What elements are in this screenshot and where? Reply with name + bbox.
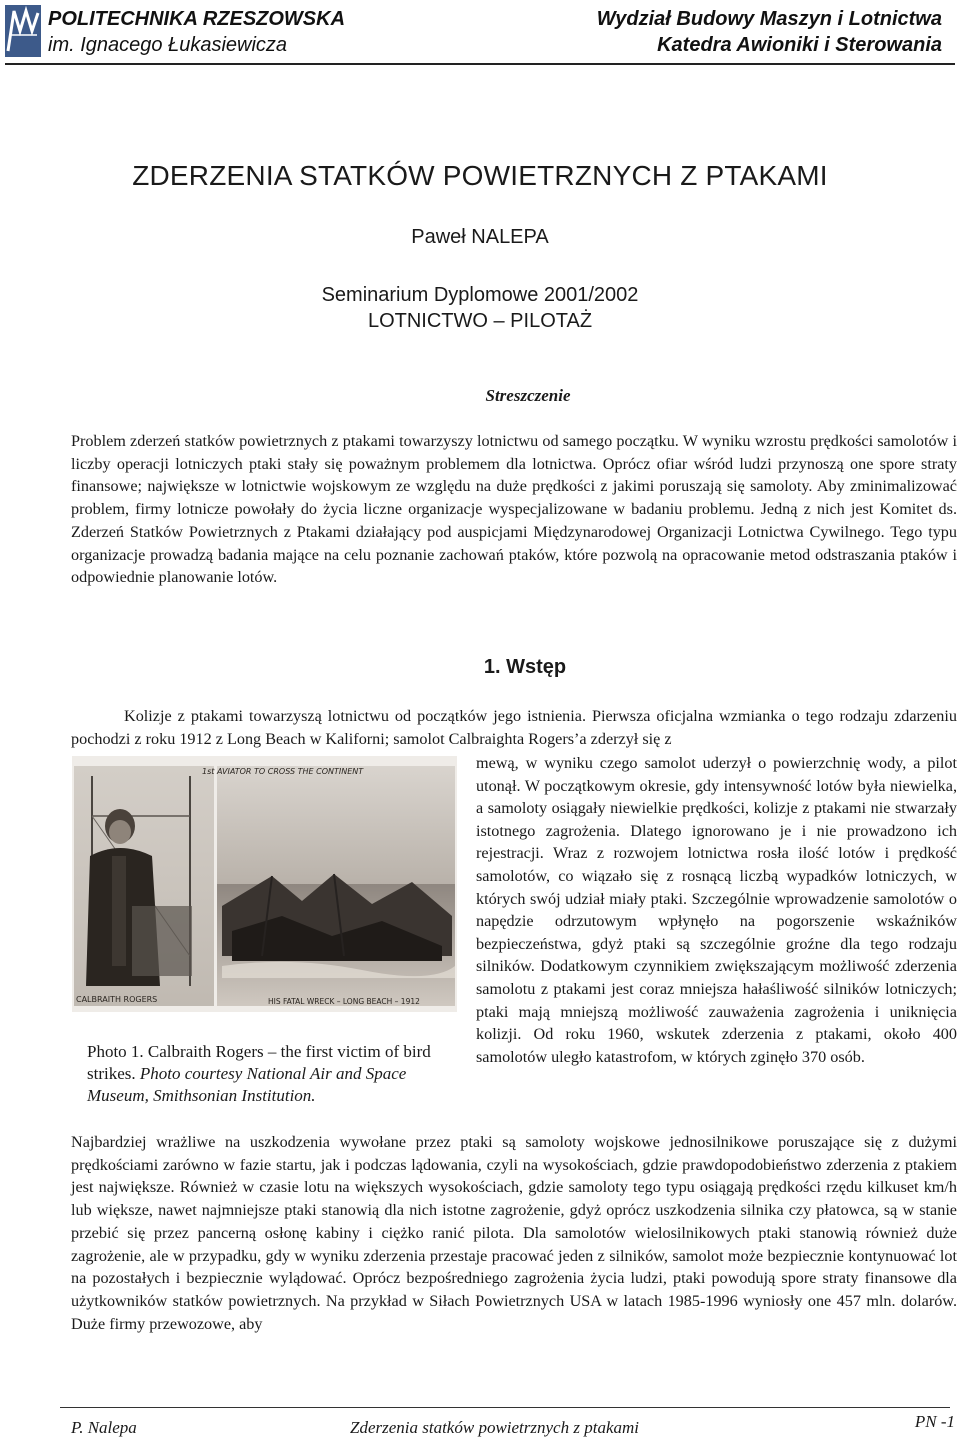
- paper-title: ZDERZENIA STATKÓW POWIETRZNYCH Z PTAKAMI: [132, 160, 828, 191]
- faculty-name: Wydział Budowy Maszyn i Lotnictwa: [596, 8, 942, 30]
- department-name: [597, 6, 942, 58]
- intro-paragraph: Kolizje z ptakami towarzyszą lotnictwu od początków jego istnienia. Pierwsza oficjalna wzmianka o tego rodzaju zdarzeniu pochodzi z roku 1912 z Long Beach w Kaliforni; samolot Calbraighta Rogers’a zderzył się z: [71, 707, 957, 748]
- header-divider: [5, 63, 955, 65]
- seminar-line: Seminarium Dyplomowe 2001/2002: [321, 284, 639, 306]
- chair-name: Katedra Awioniki i Sterowania: [657, 34, 942, 56]
- author-name: Paweł NALEPA: [411, 226, 549, 248]
- footer-divider: [60, 1407, 950, 1408]
- historic-photo: [72, 756, 457, 1012]
- photo-right-inscription: HIS FATAL WRECK – LONG BEACH – 1912: [268, 997, 420, 1006]
- university-logo: [5, 5, 41, 57]
- university-name: [48, 6, 345, 58]
- photo-top-inscription: 1st AVIATOR TO CROSS THE CONTINENT: [202, 767, 364, 776]
- caption-credit: Photo courtesy National Air and Space Museum, Smithsonian Institution.: [87, 1064, 407, 1105]
- wrapped-column-text: mewą, w wyniku czego samolot uderzył o powierzchnię wody, a pilot utonął. W początkowym okresie, gdy intensywność lotów była niewielka, a samoloty osiągały niewielkie prędkości, kolizje z ptakami nie stwarzały istotnego zagrożenia. Dlatego ignorowano je i nie prowadzono ich rejestracji. Wraz z rozwojem lotnictwa rosła ilość lotów i prędkość samolotów, co wiązało się z rosnącą liczbą wypadków lotniczych, w których swój udział miały ptaki. Szczególnie wprowadzenie samolotów o napędzie odrzutowym wpłynęło na pogorszenie wskaźników bezpieczeństwa, gdyż ptaki są szczególnie groźne dla tego rodzaju silników. Dodatkowym czynnikiem zwiększającym możliwość zderzenia samolotu z ptakami jest coraz mniejsza hałaśliwość silników lotniczych; ptaki mają mniejszą możliwość zauważenia zagrożenia i uniknięcia kolizji. Od roku 1960, wskutek zderzenia z ptakami, około 400 samolotów uległo katastrofom, w których zginęło 370 osób.: [476, 754, 957, 1066]
- abstract-heading: Streszczenie: [485, 386, 571, 405]
- abstract-text: Problem zderzeń statków powietrznych z ptakami towarzyszy lotnictwu od samego początku. W wyniku wzrostu prędkości samolotów i liczby operacji lotniczych ptaki stały się poważnym problemem dla lotnictwa. Oprócz ofiar wśród ludzi przynoszą one spore straty finansowe; największe w lotnictwie wojskowym ze względu na duże prędkości z jakimi poruszają się samoloty. Aby zminimalizować problem, firmy lotnicze powołały do życia liczne organizacje wyspecjalizowane w badaniu problemu. Jedną z nich jest Komitet ds. Zderzeń Statków Powietrznych z Ptakami działający pod auspicjami Międzynarodowej Organizacji Lotnictwa Cywilnego. Tego typu organizacje prowadzą badania mające na celu poznanie zachowań ptaków, które pozwolą na opracowanie metod odstraszania ptaków i odpowiednie planowanie lotów.: [71, 432, 957, 587]
- footer-author: P. Nalepa: [71, 1418, 137, 1437]
- specialization-line: LOTNICTWO – PILOTAŻ: [367, 310, 593, 332]
- footer-title: Zderzenia statków powietrznych z ptakami: [350, 1418, 639, 1437]
- photo-left-inscription: CALBRAITH ROGERS: [76, 995, 158, 1004]
- section-heading: 1. Wstęp: [483, 656, 567, 678]
- university-name-line1: POLITECHNIKA RZESZOWSKA: [48, 8, 346, 30]
- university-name-line2: im. Ignacego Łukasiewicza: [48, 34, 288, 56]
- seminar-info: [0, 282, 960, 334]
- photo-caption: [87, 1041, 449, 1107]
- caption-main: Photo 1. Calbraith Rogers – the first victim of bird strikes.: [87, 1042, 431, 1083]
- page-number: PN -1: [914, 1412, 955, 1431]
- body-paragraph: Najbardziej wrażliwe na uszkodzenia wywołane przez ptaki są samoloty wojskowe jednosilnikowe poruszające się z dużymi prędkościami zarówno w fazie startu, jak i podczas lądowania, czyli na wysokościach, gdzie prawdopodobieństwo zderzenia z ptakiem jest największe. Również w czasie lotu na większych wysokościach, gdzie samoloty tego typu osiągają prędkości rzędu kilkuset km/h lub większe, nawet najmniejsze ptaki stanowią dla nich istotne zagrożenie, gdyż oprócz uszkodzenia silnika czy płatowca, są w stanie przebić się przez pancerną osłonę kabiny i ciężko ranić pilota. Dla samolotów wielosilnikowych ptaki stanowią również duże zagrożenie, ale w przypadku, gdy w wyniku zderzenia przestaje pracować jeden z silników, samolot może bezpiecznie kontynuować lot na pozostałych i bezpiecznie wylądować. Oprócz bezpośredniego zagrożenia życia ludzi, ptaki powodują spore straty finansowe dla użytkowników statków powietrznych. Na przykład w Siłach Powietrznych USA w latach 1985-1996 wyniosły one 457 mln. dolarów. Duże firmy przewozowe, aby: [71, 1133, 957, 1333]
